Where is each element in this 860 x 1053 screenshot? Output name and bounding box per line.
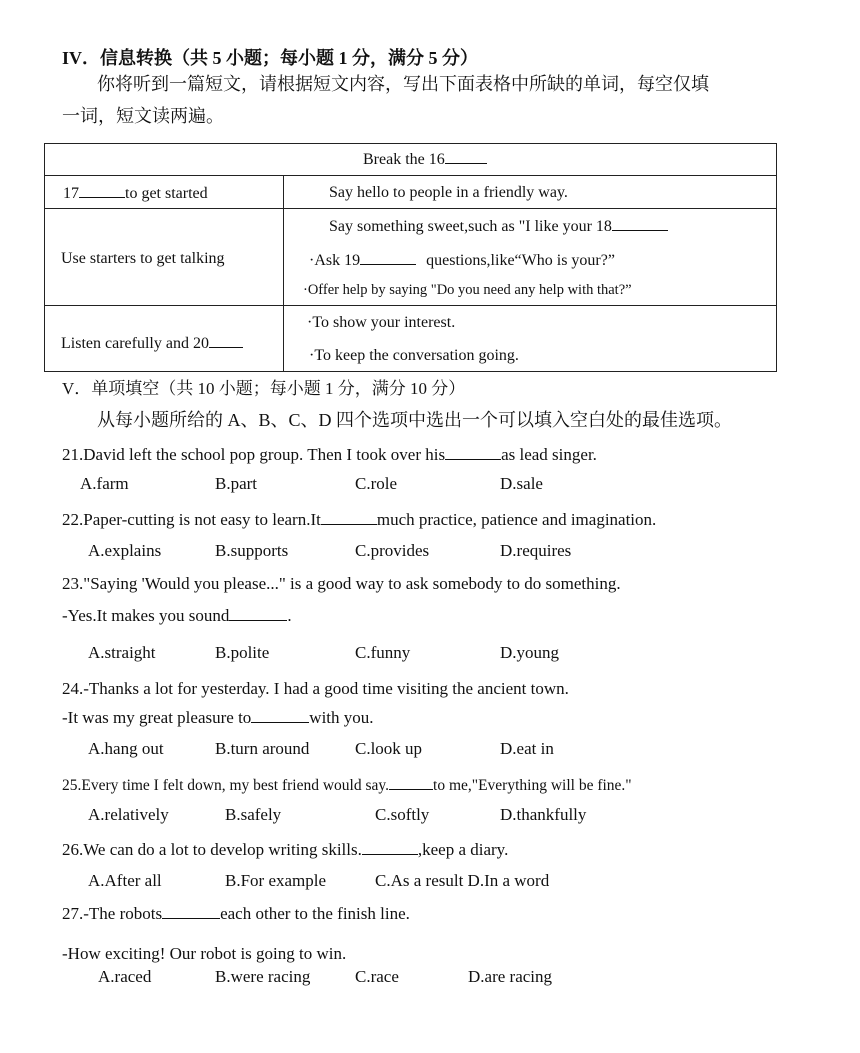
q23-option-a[interactable]: A.straight (88, 643, 156, 662)
question-25: 25.Every time I felt down, my best friend would say. to me,"Everything will be fine." (62, 777, 632, 794)
question-23-response: -Yes.It makes you sound . (62, 606, 292, 625)
blank-21[interactable] (445, 445, 501, 460)
row3-left: Listen carefully and 20 (61, 333, 243, 353)
row2-right-1: Say something sweet,such as "I like your 18 (329, 216, 668, 236)
row3-right-1: ·To show your interest. (307, 314, 456, 331)
blank-25[interactable] (389, 775, 433, 790)
question-21: 21.David left the school pop group. Then I took over his as lead singer. (62, 445, 597, 464)
q26-option-c[interactable]: C.As a result D.In a word (375, 871, 550, 890)
q25-option-c[interactable]: C.softly (375, 805, 430, 824)
q24-option-b[interactable]: B.turn around (215, 739, 310, 758)
row2-right-3: ·Offer help by saying "Do you need any help with that?” (303, 282, 632, 298)
q22-option-b[interactable]: B.supports (215, 541, 289, 560)
q22-option-c[interactable]: C.provides (355, 541, 430, 560)
q25-option-d[interactable]: D.thankfully (500, 805, 587, 824)
q23-option-c[interactable]: C.funny (355, 643, 411, 662)
q26-option-b[interactable]: B.For example (225, 871, 327, 890)
question-26: 26.We can do a lot to develop writing skills. ,keep a diary. (62, 840, 509, 859)
q27-option-a[interactable]: A.raced (98, 967, 152, 986)
info-table (44, 143, 777, 372)
q24-option-c[interactable]: C.look up (355, 739, 423, 758)
blank-26[interactable] (362, 840, 418, 855)
q23-option-d[interactable]: D.young (500, 643, 560, 662)
q22-option-a[interactable]: A.explains (88, 541, 162, 560)
q21-option-d[interactable]: D.sale (500, 474, 543, 493)
row2-right-2: ·Ask 19 questions,like“Who is your?” (309, 252, 615, 269)
q23-option-b[interactable]: B.polite (215, 643, 270, 662)
q21-option-c[interactable]: C.role (355, 474, 398, 493)
blank-18[interactable] (612, 216, 668, 231)
section-5-instruction: 从每小题所给的 A、B、C、D 四个选项中选出一个可以填入空白处的最佳选项。 (97, 410, 733, 430)
question-22: 22.Paper-cutting is not easy to learn.It much practice, patience and imagination. (62, 510, 657, 529)
row2-left: Use starters to get talking (61, 250, 225, 267)
section-4-instruction-line1: 你将听到一篇短文，请根据短文内容，写出下面表格中所缺的单词，每空仅填 (97, 74, 709, 94)
row1-left: 17 to get started (63, 185, 208, 202)
row3-right-2: ·To keep the conversation going. (309, 347, 519, 364)
q25-option-b[interactable]: B.safely (225, 805, 282, 824)
table-header: Break the 16 (363, 149, 487, 169)
question-24-response: -It was my great pleasure to with you. (62, 708, 374, 727)
q24-option-a[interactable]: A.hang out (88, 739, 164, 758)
section-5-title: V．单项填空（共 10 小题；每小题 1 分，满分 10 分） (62, 379, 466, 398)
section-4-title: IV．信息转换（共 5 小题；每小题 1 分，满分 5 分） (62, 48, 479, 68)
blank-17[interactable] (79, 183, 125, 198)
blank-20[interactable] (209, 333, 243, 348)
section-4-instruction-line2: 一词，短文读两遍。 (62, 106, 224, 126)
q26-option-a[interactable]: A.After all (88, 871, 162, 890)
blank-23[interactable] (229, 606, 287, 621)
row1-right: Say hello to people in a friendly way. (329, 184, 568, 201)
blank-16[interactable] (445, 149, 487, 164)
q27-option-b[interactable]: B.were racing (215, 967, 311, 986)
question-24: 24.-Thanks a lot for yesterday. I had a good time visiting the ancient town. (62, 679, 569, 698)
q25-option-a[interactable]: A.relatively (88, 805, 169, 824)
q27-option-c[interactable]: C.race (355, 967, 399, 986)
blank-27[interactable] (162, 904, 220, 919)
question-27-response: -How exciting! Our robot is going to win. (62, 944, 347, 963)
q21-option-a[interactable]: A.farm (80, 474, 129, 493)
q22-option-d[interactable]: D.requires (500, 541, 572, 560)
question-23: 23."Saying 'Would you please..." is a good way to ask somebody to do something. (62, 574, 621, 593)
q24-option-d[interactable]: D.eat in (500, 739, 554, 758)
blank-22[interactable] (321, 510, 377, 525)
blank-19[interactable] (360, 250, 416, 265)
q27-option-d[interactable]: D.are racing (468, 967, 553, 986)
question-27: 27.-The robots each other to the finish line. (62, 904, 410, 923)
q21-option-b[interactable]: B.part (215, 474, 258, 493)
blank-24[interactable] (251, 708, 309, 723)
